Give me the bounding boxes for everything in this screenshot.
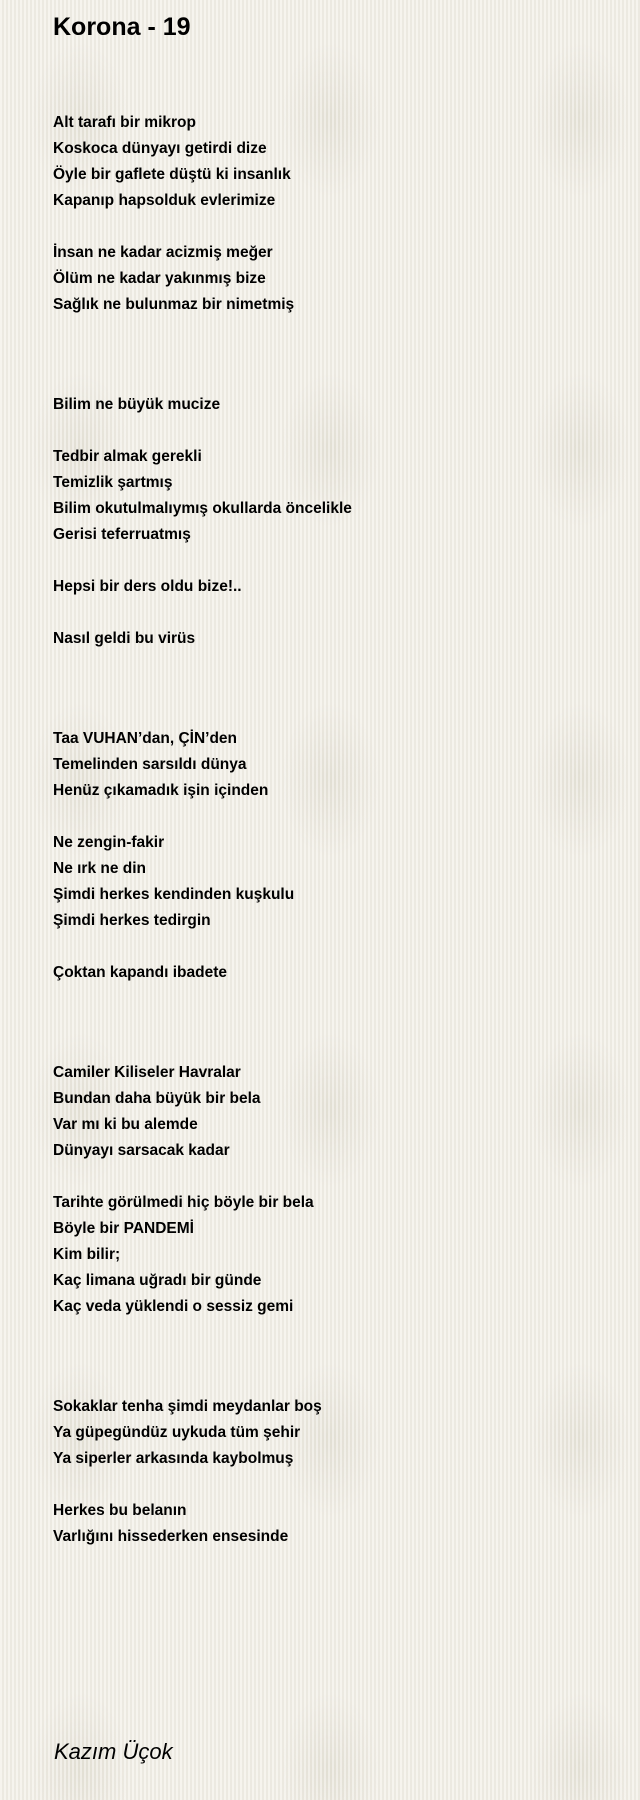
poem-line: Bundan daha büyük bir bela	[53, 1090, 261, 1107]
poem-line: Şimdi herkes tedirgin	[53, 912, 211, 929]
poem-line: Herkes bu belanın	[53, 1502, 187, 1519]
poem-line: Kaç veda yüklendi o sessiz gemi	[53, 1298, 294, 1315]
poem-line: Ya siperler arkasında kaybolmuş	[53, 1450, 294, 1467]
poem-line: Henüz çıkamadık işin içinden	[53, 782, 269, 799]
stanza-gap	[53, 804, 613, 830]
poem-line: Hepsi bir ders oldu bize!..	[53, 578, 242, 595]
poem-line: Ya güpegündüz uykuda tüm şehir	[53, 1424, 301, 1441]
poem-body	[53, 110, 613, 1550]
stanza-gap	[53, 934, 613, 960]
poem-line: Öyle bir gaflete düştü ki insanlık	[53, 166, 291, 183]
poem-line: Var mı ki bu alemde	[53, 1116, 198, 1133]
poem-line: Sağlık ne bulunmaz bir nimetmiş	[53, 296, 295, 313]
stanza-gap	[53, 214, 613, 240]
poem-line: Gerisi teferruatmış	[53, 526, 191, 543]
poem-line: Ölüm ne kadar yakınmış bize	[53, 270, 266, 287]
poem-line: Tarihte görülmedi hiç böyle bir bela	[53, 1194, 314, 1211]
stanza-gap	[53, 600, 613, 626]
poem-line: Sokaklar tenha şimdi meydanlar boş	[53, 1398, 322, 1415]
poem-author: Kazım Üçok	[54, 1739, 173, 1764]
poem-line: Bilim okutulmalıymış okullarda öncelikle	[53, 500, 352, 517]
stanza-gap	[53, 1472, 613, 1498]
poem-line: Nasıl geldi bu virüs	[53, 630, 196, 647]
poem-line: Kapanıp hapsolduk evlerimize	[53, 192, 276, 209]
poem-line: Temizlik şartmış	[53, 474, 173, 491]
poem-line: Ne ırk ne din	[53, 860, 147, 877]
section-gap	[53, 318, 613, 392]
poem-page	[53, 0, 613, 1764]
poem-line: Alt tarafı bir mikrop	[53, 114, 196, 131]
poem-line: Böyle bir PANDEMİ	[53, 1220, 194, 1237]
poem-line: Temelinden sarsıldı dünya	[53, 756, 247, 773]
stanza-gap	[53, 548, 613, 574]
section-gap	[53, 986, 613, 1060]
poem-line: Dünyayı sarsacak kadar	[53, 1142, 230, 1159]
poem-line: Taa VUHAN’dan, ÇİN’den	[53, 730, 238, 747]
poem-line: Çoktan kapandı ibadete	[53, 964, 227, 981]
poem-line: Tedbir almak gerekli	[53, 448, 202, 465]
poem-line: Kaç limana uğradı bir günde	[53, 1272, 262, 1289]
section-gap	[53, 1320, 613, 1394]
poem-line: İnsan ne kadar acizmiş meğer	[53, 244, 273, 261]
poem-title: Korona - 19	[53, 13, 191, 41]
poem-line: Ne zengin-fakir	[53, 834, 165, 851]
poem-line: Şimdi herkes kendinden kuşkulu	[53, 886, 295, 903]
stanza-gap	[53, 418, 613, 444]
poem-line: Kim bilir;	[53, 1246, 121, 1263]
poem-line: Koskoca dünyayı getirdi dize	[53, 140, 267, 157]
poem-line: Camiler Kiliseler Havralar	[53, 1064, 241, 1081]
stanza-gap	[53, 1164, 613, 1190]
poem-line: Bilim ne büyük mucize	[53, 396, 221, 413]
poem-line: Varlığını hissederken ensesinde	[53, 1528, 289, 1545]
section-gap	[53, 652, 613, 726]
